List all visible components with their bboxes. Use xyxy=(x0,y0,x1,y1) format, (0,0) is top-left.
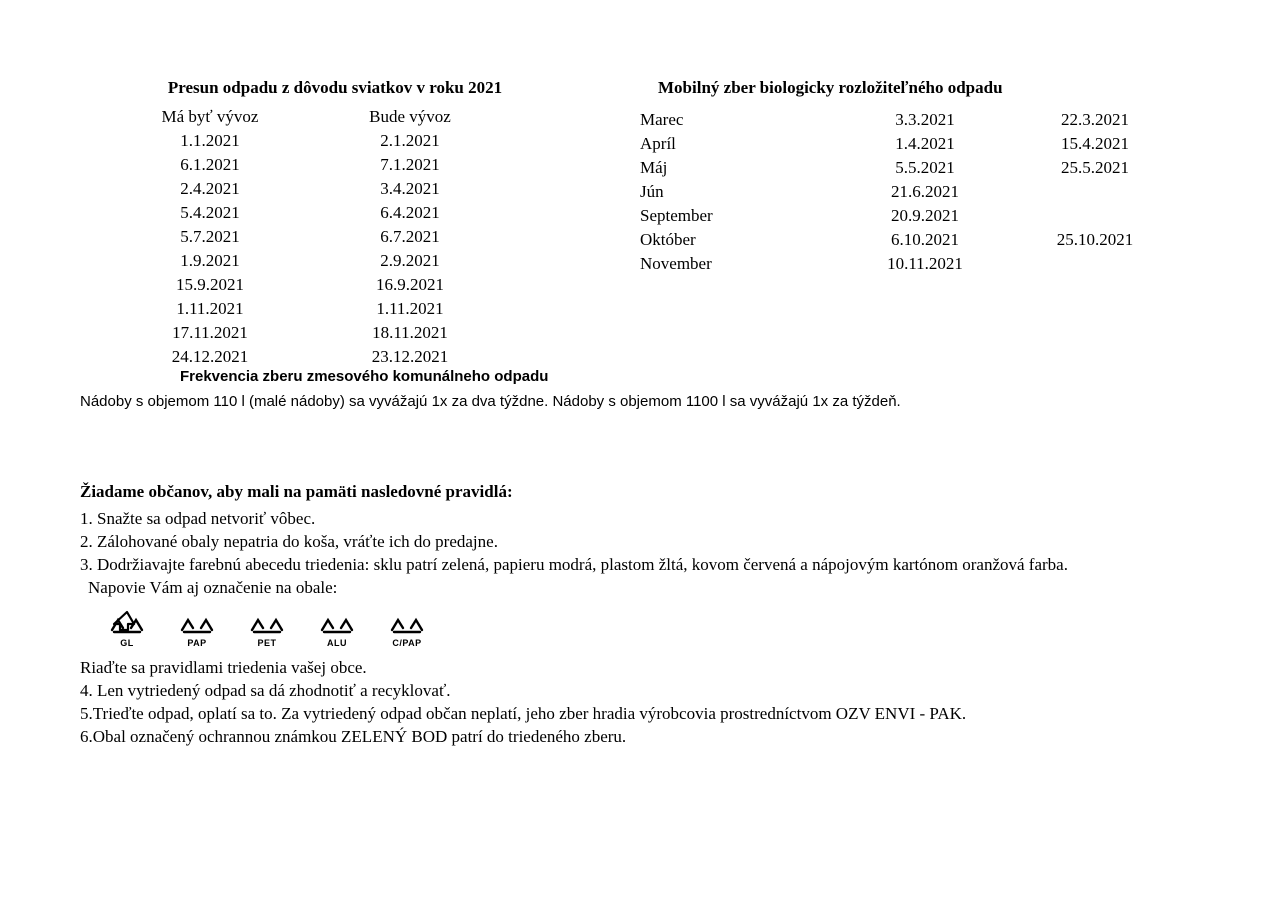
bio-waste-table xyxy=(640,78,1200,274)
cell-date-2: 25.10.2021 xyxy=(1056,230,1134,249)
table-row xyxy=(110,251,530,271)
cell-will: 2.1.2021 xyxy=(380,131,440,150)
cell-month: Apríl xyxy=(640,134,676,153)
recycle-alu-icon xyxy=(308,608,366,650)
table-row xyxy=(110,179,530,199)
cell-will: 2.9.2021 xyxy=(380,251,440,270)
table-row xyxy=(110,275,530,295)
recycling-symbols-row xyxy=(98,608,1240,650)
cell-will: 6.4.2021 xyxy=(380,203,440,222)
cell-will: 16.9.2021 xyxy=(376,275,444,294)
cell-should: 2.4.2021 xyxy=(180,179,240,198)
table-row xyxy=(640,206,1200,226)
table-row xyxy=(640,134,1200,154)
table-row xyxy=(110,131,530,151)
cell-should: 15.9.2021 xyxy=(176,275,244,294)
cell-month: Jún xyxy=(640,182,664,201)
cell-should: 17.11.2021 xyxy=(172,323,248,342)
cell-month: November xyxy=(640,254,712,273)
cell-date-1: 6.10.2021 xyxy=(891,230,959,249)
rule-item-2: 2. Zálohované obaly nepatria do koša, vráťte ich do predajne. xyxy=(80,532,498,552)
recycle-pap-icon xyxy=(168,608,226,650)
table-row xyxy=(110,155,530,175)
cell-will: 7.1.2021 xyxy=(380,155,440,174)
rules-section xyxy=(80,480,1240,748)
rules-title: Žiadame občanov, aby mali na pamäti nasledovné pravidlá: xyxy=(80,482,513,501)
cell-date-2: 25.5.2021 xyxy=(1061,158,1129,177)
cell-should: 5.4.2021 xyxy=(180,203,240,222)
rule-item-3: 3. Dodržiavajte farebnú abecedu triedenia: sklu patrí zelená, papieru modrá, plastom žltá, kovom červená a nápojovým kartónom oranžová farba. xyxy=(80,555,1068,575)
holiday-table-rows xyxy=(110,131,530,367)
rule-item-6: 6.Obal označený ochrannou známkou ZELENÝ BOD patrí do triedeného zberu. xyxy=(80,726,627,746)
cell-will: 3.4.2021 xyxy=(380,179,440,198)
cell-date-2 xyxy=(1010,254,1180,274)
rule-follow-local-rules: Riaďte sa pravidlami triedenia vašej obce. xyxy=(80,657,367,677)
table-row xyxy=(640,182,1200,202)
cell-month: Máj xyxy=(640,158,668,177)
cell-month: Marec xyxy=(640,110,684,129)
recycle-cpap-label: C/PAP xyxy=(392,638,422,649)
rule-note-packaging-marking: Napovie Vám aj označenie na obale: xyxy=(88,578,338,598)
cell-should: 24.12.2021 xyxy=(171,347,249,366)
rule-item-1: 1. Snažte sa odpad netvoriť vôbec. xyxy=(80,509,316,529)
cell-will: 1.11.2021 xyxy=(376,299,444,318)
holiday-header-will: Bude vývoz xyxy=(369,107,451,126)
frequency-text: Nádoby s objemom 110 l (malé nádoby) sa vyvážajú 1x za dva týždne. Nádoby s objemom 1100 l sa vyvážajú 1x za týždeň. xyxy=(80,393,901,410)
recycle-pap-label: PAP xyxy=(187,638,207,649)
cell-date-1: 21.6.2021 xyxy=(891,182,959,201)
bio-table-rows xyxy=(640,110,1200,274)
cell-date-1: 5.5.2021 xyxy=(895,158,955,177)
cell-month: Október xyxy=(640,230,696,249)
cell-should: 5.7.2021 xyxy=(180,227,240,246)
table-row xyxy=(110,227,530,247)
cell-should: 1.1.2021 xyxy=(180,131,240,150)
cell-will: 6.7.2021 xyxy=(380,227,440,246)
cell-will: 18.11.2021 xyxy=(372,323,448,342)
rule-item-4: 4. Len vytriedený odpad sa dá zhodnotiť a recyklovať. xyxy=(80,680,451,700)
cell-should: 1.11.2021 xyxy=(176,299,244,318)
cell-should: 6.1.2021 xyxy=(180,155,240,174)
holiday-header-should: Má byť vývoz xyxy=(161,107,259,126)
table-row xyxy=(640,230,1200,250)
table-row xyxy=(640,158,1200,178)
table-row xyxy=(110,323,530,343)
recycle-alu-label: ALU xyxy=(327,638,347,649)
recycle-gl-label: GL xyxy=(120,638,134,649)
frequency-section xyxy=(0,368,1280,410)
table-row xyxy=(110,299,530,319)
cell-date-1: 20.9.2021 xyxy=(891,206,959,225)
table-row xyxy=(640,254,1200,274)
cell-date-2 xyxy=(1010,182,1180,202)
cell-date-2: 15.4.2021 xyxy=(1061,134,1129,153)
table-row xyxy=(110,203,530,223)
holiday-table-title: Presun odpadu z dôvodu sviatkov v roku 2021 xyxy=(167,78,503,97)
cell-date-1: 3.3.2021 xyxy=(895,110,955,129)
cell-date-2 xyxy=(1010,206,1180,226)
bio-table-title: Mobilný zber biologicky rozložiteľného odpadu xyxy=(658,78,1003,97)
holiday-table-header xyxy=(110,107,530,127)
cell-should: 1.9.2021 xyxy=(180,251,240,270)
cell-will: 23.12.2021 xyxy=(371,347,449,366)
table-row xyxy=(640,110,1200,130)
holiday-shift-table xyxy=(110,78,530,367)
recycle-gl-icon xyxy=(98,608,156,650)
rule-item-5: 5.Trieďte odpad, oplatí sa to. Za vytriedený odpad občan neplatí, jeho zber hradia výrobcovia prostredníctvom OZV ENVI - PAK. xyxy=(80,703,967,723)
recycle-cpap-icon xyxy=(378,608,436,650)
cell-date-1: 10.11.2021 xyxy=(887,254,963,273)
cell-date-1: 1.4.2021 xyxy=(895,134,955,153)
cell-date-2: 22.3.2021 xyxy=(1061,110,1129,129)
table-row xyxy=(110,347,530,367)
recycle-pet-icon xyxy=(238,608,296,650)
recycle-pet-label: PET xyxy=(257,638,277,649)
frequency-title: Frekvencia zberu zmesového komunálneho odpadu xyxy=(180,368,549,385)
cell-month: September xyxy=(640,206,713,225)
